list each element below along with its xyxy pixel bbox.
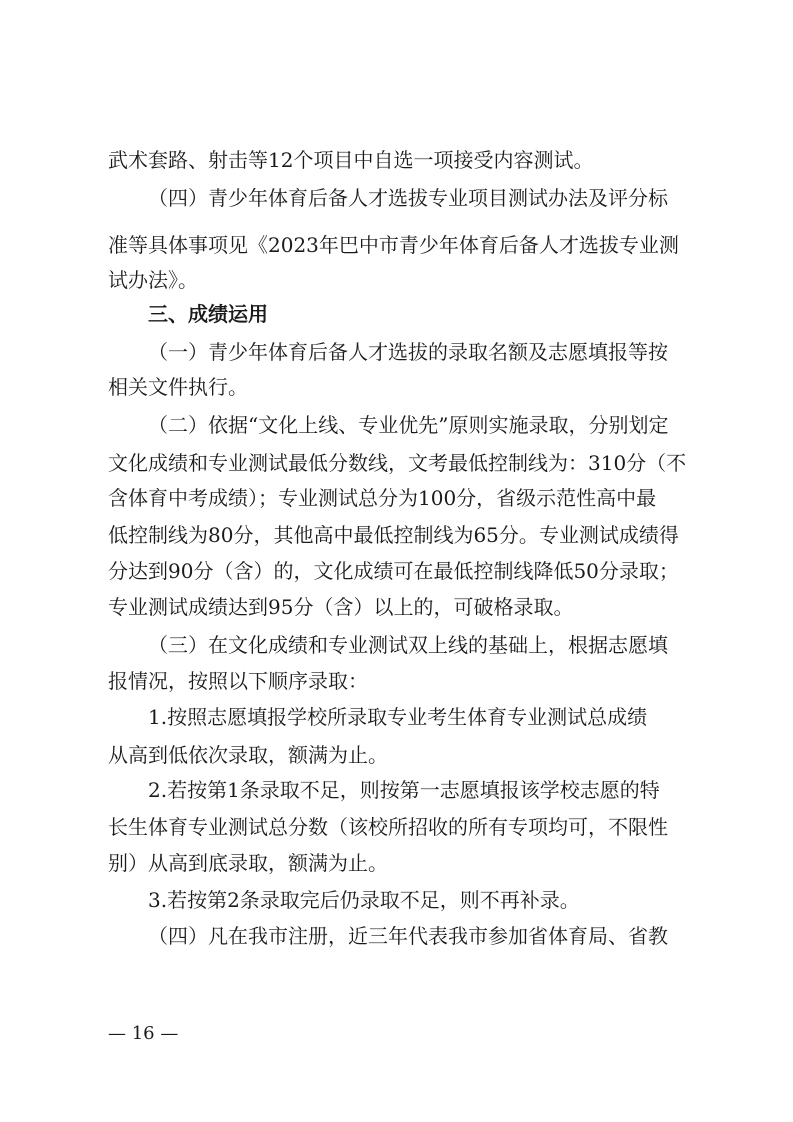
body-line: 武术套路、射击等12个项目中自选一项接受内容测试。: [108, 148, 594, 172]
body-line: 专业测试成绩达到95分（含）以上的，可破格录取。: [108, 595, 574, 619]
body-line: 1.按照志愿填报学校所录取专业考生体育专业测试总成绩: [148, 705, 648, 729]
body-line: （四）青少年体育后备人才选拔专业项目测试办法及评分标: [148, 186, 668, 210]
body-line: 文化成绩和专业测试最低分数线，文考最低控制线为：310分（不: [108, 451, 687, 475]
body-line: 2.若按第1条录取不足，则按第一志愿填报该学校志愿的特: [148, 778, 660, 802]
body-line: （二）依据“文化上线、专业优先”原则实施录取，分别划定: [148, 413, 669, 437]
body-line: 含体育中考成绩）；专业测试总分为100分，省级示范性高中最: [108, 486, 657, 510]
body-line: 试办法》。: [108, 268, 198, 292]
body-line: 别）从高到底录取，额满为止。: [108, 851, 388, 875]
body-line: 长生体育专业测试总分数（该校所招收的所有专项均可，不限性: [108, 815, 668, 839]
body-line: 低控制线为80分，其他高中最低控制线为65分。专业测试成绩得: [108, 523, 679, 547]
body-line: （四）凡在我市注册，近三年代表我市参加省体育局、省教: [148, 924, 668, 948]
body-line: 分达到90分（含）的，文化成绩可在最低控制线降低50分录取；: [108, 559, 679, 583]
page-number: — 16 —: [108, 1023, 179, 1044]
body-line: 从高到低依次录取，额满为止。: [108, 743, 388, 767]
section-heading: 三、成绩运用: [148, 302, 268, 326]
body-line: 3.若按第2条录取完后仍录取不足，则不再补录。: [148, 888, 580, 912]
body-line: 报情况，按照以下顺序录取：: [108, 669, 368, 693]
body-line: （三）在文化成绩和专业测试双上线的基础上，根据志愿填: [148, 633, 668, 657]
body-line: 相关文件执行。: [108, 375, 248, 399]
body-line: （一）青少年体育后备人才选拔的录取名额及志愿填报等按: [148, 340, 668, 364]
body-line: 准等具体事项见《2023年巴中市青少年体育后备人才选拔专业测: [108, 233, 679, 257]
